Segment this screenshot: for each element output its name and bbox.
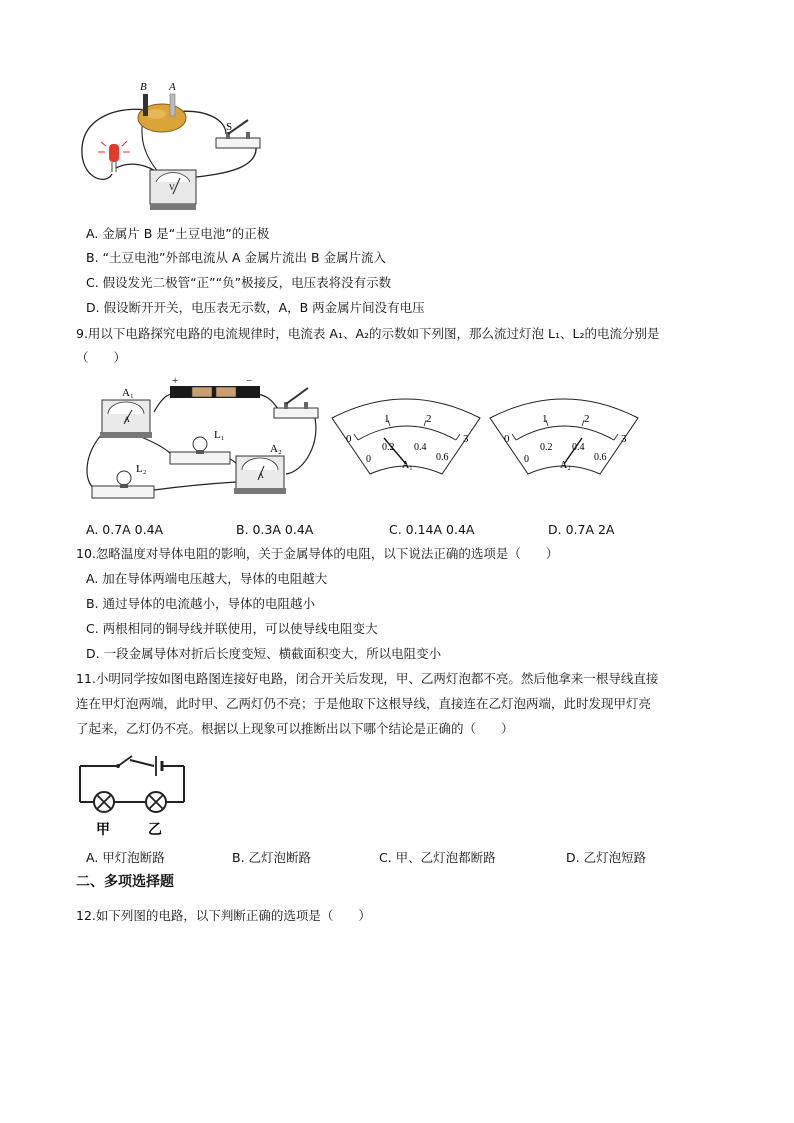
q11-stem-line-2: 连在甲灯泡两端，此时甲、乙两灯仍不亮；于是他取下这根导线，直接连在乙灯泡两端，此时发现甲灯亮	[76, 696, 652, 711]
section-title: 二、多项选择题	[76, 874, 174, 890]
q10-option-b: B. 通过导体的电流越小，导体的电阻越小	[86, 596, 316, 611]
lamp-jia-icon	[94, 792, 114, 812]
q11-stem-line-1: 11.小明同学按如图电路图连接好电路，闭合开关后发现，甲、乙两灯泡都不亮。然后他拿来一根导线直接	[76, 671, 659, 686]
battery-icon	[156, 756, 162, 776]
q11-option-a: A. 甲灯泡断路	[86, 850, 165, 865]
q8-option-a: A. 金属片 B 是“土豆电池”的正极	[86, 226, 270, 241]
lamp-l2-icon	[92, 463, 154, 498]
q11-option-c: C. 甲、乙灯泡都断路	[379, 850, 496, 865]
q11-stem-line-3: 了起来，乙灯仍不亮。根据以上现象可以推断出以下哪个结论是正确的（ ）	[76, 721, 514, 736]
ammeter-a1-icon	[100, 387, 152, 438]
battery-plus-label: +	[172, 375, 179, 387]
a1-inner-tick-0: 0	[366, 454, 371, 465]
a1-outer-tick-0: 0	[346, 433, 352, 445]
q8-potato-battery-figure	[76, 78, 276, 220]
battery-minus-label: −	[246, 375, 253, 387]
lamp-l1-icon	[170, 429, 230, 464]
a1-inner-tick-2: 0.4	[414, 442, 427, 453]
a2-outer-tick-3: 3	[621, 433, 627, 445]
q9-circuit-figure	[74, 372, 324, 504]
q9-option-a: A. 0.7A 0.4A	[86, 522, 164, 537]
a1-unit-label: A	[124, 415, 130, 424]
q10-option-a: A. 加在导体两端电压越大，导体的电阻越大	[86, 571, 328, 586]
a2-unit-label: A	[258, 471, 264, 480]
a2-inner-tick-1: 0.2	[540, 442, 553, 453]
a1-outer-tick-3: 3	[463, 433, 469, 445]
a1-outer-tick-2: 2	[426, 413, 432, 425]
a2-inner-tick-0: 0	[524, 454, 529, 465]
q10-option-c: C. 两根相同的铜导线并联使用，可以使导线电阻变大	[86, 621, 378, 636]
q9-option-c: C. 0.14A 0.4A	[389, 522, 475, 537]
switch-icon	[274, 388, 318, 418]
q9-option-d: D. 0.7A 2A	[548, 522, 615, 537]
a2-outer-tick-2: 2	[584, 413, 590, 425]
plate-b-label: B	[140, 81, 147, 93]
a1-outer-tick-1: 1	[384, 413, 390, 425]
q10-stem: 10.忽略温度对导体电阻的影响，关于金属导体的电阻，以下说法正确的选项是（ ）	[76, 546, 559, 561]
l2-label: L₂	[136, 463, 147, 475]
q9-meter-dial-a1	[330, 398, 482, 476]
voltmeter-v-label: V	[169, 183, 175, 192]
a2-dial-name: A₂	[560, 460, 571, 471]
ammeter-a2-icon	[234, 443, 286, 494]
a2-outer-tick-0: 0	[504, 433, 510, 445]
plate-a-label: A	[169, 81, 176, 93]
switch-icon	[116, 756, 132, 768]
lamp-jia-label: 甲	[96, 822, 110, 838]
a1-inner-tick-3: 0.6	[436, 452, 449, 463]
a2-outer-tick-1: 1	[542, 413, 548, 425]
battery-icon	[170, 375, 260, 398]
q11-option-d: D. 乙灯泡短路	[566, 850, 647, 865]
a1-inner-tick-1: 0.2	[382, 442, 395, 453]
a1-dial-name: A₁	[402, 460, 413, 471]
a2-inner-tick-2: 0.4	[572, 442, 585, 453]
q8-option-b: B. “土豆电池”外部电流从 A 金属片流出 B 金属片流入	[86, 250, 386, 265]
lamp-yi-label: 乙	[148, 822, 162, 838]
q11-circuit-diagram	[72, 752, 192, 840]
q8-option-c: C. 假设发光二极管“正”“负”极接反，电压表将没有示数	[86, 275, 392, 290]
voltmeter-icon	[150, 170, 196, 210]
q9-stem-bracket: （ ）	[76, 350, 127, 365]
q12-stem: 12.如下列图的电路，以下判断正确的选项是（ ）	[76, 908, 371, 923]
switch-s-label: S	[226, 121, 233, 133]
q9-meter-dial-a2	[488, 398, 640, 476]
lamp-yi-icon	[146, 792, 166, 812]
a2-inner-tick-3: 0.6	[594, 452, 607, 463]
a2-label: A₂	[270, 443, 282, 455]
q9-stem: 9.用以下电路探究电路的电流规律时，电流表 A₁、A₂的示数如下列图，那么流过灯泡 L₁、L₂的电流分别是	[76, 326, 660, 341]
q8-option-d: D. 假设断开开关，电压表无示数，A，B 两金属片间没有电压	[86, 300, 425, 315]
q10-option-d: D. 一段金属导体对折后长度变短、横截面积变大，所以电阻变小	[86, 646, 442, 661]
l1-label: L₁	[214, 429, 225, 441]
q9-option-b: B. 0.3A 0.4A	[236, 522, 314, 537]
a1-label: A₁	[122, 387, 134, 399]
led-icon	[98, 141, 130, 172]
q11-option-b: B. 乙灯泡断路	[232, 850, 312, 865]
